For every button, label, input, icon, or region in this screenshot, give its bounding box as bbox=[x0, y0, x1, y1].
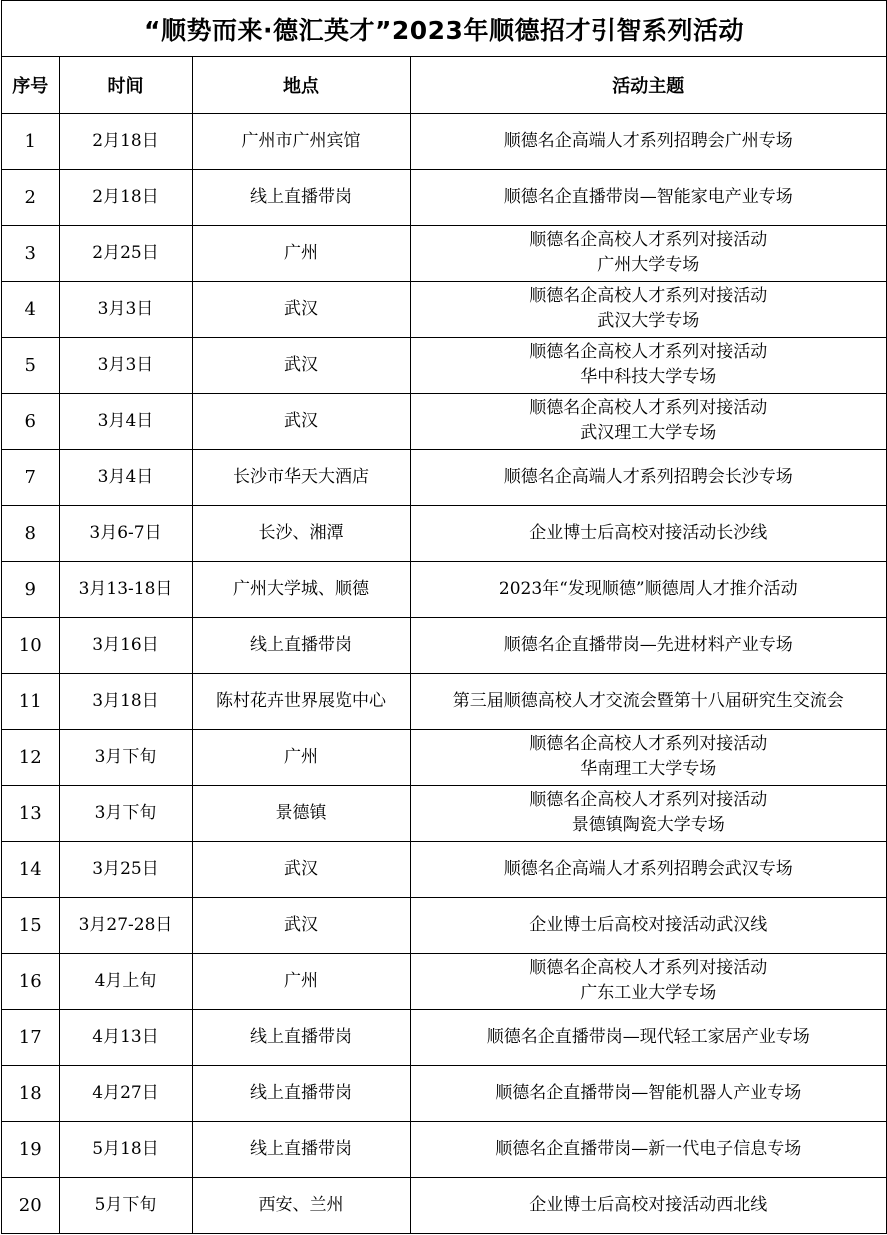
cell-theme bbox=[410, 281, 886, 337]
cell-place: 广州市广州宾馆 bbox=[192, 113, 410, 169]
table-row bbox=[2, 1177, 886, 1233]
cell-time: 3月16日 bbox=[59, 617, 192, 673]
theme-line: 企业博士后高校对接活动武汉线 bbox=[529, 914, 768, 935]
cell-theme bbox=[410, 1065, 886, 1121]
cell-index: 18 bbox=[2, 1065, 59, 1121]
table-row bbox=[2, 169, 886, 225]
cell-theme bbox=[410, 449, 886, 505]
cell-theme bbox=[410, 673, 886, 729]
theme-line: 顺德名企直播带岗—智能机器人产业专场 bbox=[495, 1082, 802, 1103]
cell-index: 1 bbox=[2, 113, 59, 169]
table-row bbox=[2, 673, 886, 729]
table-header-row bbox=[2, 57, 886, 113]
theme-line: 顺德名企高校人才系列对接活动 bbox=[529, 286, 768, 306]
theme-line: 顺德名企直播带岗—智能家电产业专场 bbox=[503, 186, 793, 207]
cell-theme bbox=[410, 337, 886, 393]
cell-index: 8 bbox=[2, 505, 59, 561]
cell-theme bbox=[410, 617, 886, 673]
cell-place: 广州 bbox=[192, 729, 410, 785]
cell-time: 3月18日 bbox=[59, 673, 192, 729]
cell-theme bbox=[410, 113, 886, 169]
event-schedule-sheet bbox=[1, 0, 887, 1234]
table-row bbox=[2, 561, 886, 617]
theme-line: 第三届顺德高校人才交流会暨第十八届研究生交流会 bbox=[452, 690, 844, 711]
theme-line: 武汉理工大学专场 bbox=[580, 423, 717, 443]
theme-line: 景德镇陶瓷大学专场 bbox=[571, 815, 725, 835]
cell-theme bbox=[410, 785, 886, 841]
table-row bbox=[2, 729, 886, 785]
theme-line: 武汉大学专场 bbox=[597, 311, 700, 331]
cell-index: 14 bbox=[2, 841, 59, 897]
cell-time: 3月4日 bbox=[59, 449, 192, 505]
cell-place: 长沙市华天大酒店 bbox=[192, 449, 410, 505]
cell-place: 西安、兰州 bbox=[192, 1177, 410, 1233]
table-row bbox=[2, 785, 886, 841]
cell-time: 4月13日 bbox=[59, 1009, 192, 1065]
table-row bbox=[2, 841, 886, 897]
cell-index: 6 bbox=[2, 393, 59, 449]
cell-time: 3月6-7日 bbox=[59, 505, 192, 561]
theme-line: 顺德名企高端人才系列招聘会广州专场 bbox=[503, 130, 793, 151]
event-table bbox=[2, 57, 886, 1234]
cell-time: 3月27-28日 bbox=[59, 897, 192, 953]
cell-time: 3月下旬 bbox=[59, 785, 192, 841]
cell-place: 线上直播带岗 bbox=[192, 169, 410, 225]
table-body bbox=[2, 113, 886, 1233]
cell-index: 10 bbox=[2, 617, 59, 673]
cell-index: 15 bbox=[2, 897, 59, 953]
cell-time: 4月27日 bbox=[59, 1065, 192, 1121]
theme-line: 广州大学专场 bbox=[597, 255, 700, 275]
cell-index: 13 bbox=[2, 785, 59, 841]
cell-index: 11 bbox=[2, 673, 59, 729]
cell-index: 9 bbox=[2, 561, 59, 617]
cell-place: 线上直播带岗 bbox=[192, 1009, 410, 1065]
theme-line: 顺德名企高端人才系列招聘会武汉专场 bbox=[503, 858, 793, 879]
cell-time: 3月3日 bbox=[59, 281, 192, 337]
table-row bbox=[2, 617, 886, 673]
cell-index: 5 bbox=[2, 337, 59, 393]
cell-theme bbox=[410, 1121, 886, 1177]
cell-place: 武汉 bbox=[192, 337, 410, 393]
header-place: 地点 bbox=[192, 57, 410, 113]
table-row bbox=[2, 897, 886, 953]
cell-index: 20 bbox=[2, 1177, 59, 1233]
cell-place: 武汉 bbox=[192, 393, 410, 449]
header-theme: 活动主题 bbox=[410, 57, 886, 113]
cell-time: 3月3日 bbox=[59, 337, 192, 393]
theme-line: 顺德名企直播带岗—新一代电子信息专场 bbox=[495, 1138, 802, 1159]
cell-theme bbox=[410, 169, 886, 225]
cell-index: 12 bbox=[2, 729, 59, 785]
theme-line: 企业博士后高校对接活动西北线 bbox=[529, 1194, 768, 1215]
cell-theme bbox=[410, 225, 886, 281]
theme-line: 顺德名企高校人才系列对接活动 bbox=[529, 398, 768, 418]
cell-place: 武汉 bbox=[192, 841, 410, 897]
table-row bbox=[2, 393, 886, 449]
theme-line: 顺德名企高校人才系列对接活动 bbox=[529, 230, 768, 250]
cell-time: 2月25日 bbox=[59, 225, 192, 281]
theme-line: 企业博士后高校对接活动长沙线 bbox=[529, 522, 768, 543]
cell-time: 2月18日 bbox=[59, 169, 192, 225]
theme-line: 华中科技大学专场 bbox=[580, 367, 717, 387]
cell-theme bbox=[410, 1177, 886, 1233]
cell-theme bbox=[410, 393, 886, 449]
cell-index: 19 bbox=[2, 1121, 59, 1177]
cell-time: 5月18日 bbox=[59, 1121, 192, 1177]
table-row bbox=[2, 953, 886, 1009]
cell-place: 线上直播带岗 bbox=[192, 1065, 410, 1121]
cell-index: 4 bbox=[2, 281, 59, 337]
cell-place: 广州 bbox=[192, 225, 410, 281]
cell-time: 3月25日 bbox=[59, 841, 192, 897]
table-row bbox=[2, 449, 886, 505]
table-row bbox=[2, 1121, 886, 1177]
cell-time: 3月下旬 bbox=[59, 729, 192, 785]
page-title: “顺势而来·德汇英才”2023年顺德招才引智系列活动 bbox=[2, 1, 886, 57]
cell-place: 陈村花卉世界展览中心 bbox=[192, 673, 410, 729]
cell-time: 3月13-18日 bbox=[59, 561, 192, 617]
theme-line: 华南理工大学专场 bbox=[580, 759, 717, 779]
cell-theme bbox=[410, 1009, 886, 1065]
table-row bbox=[2, 1009, 886, 1065]
cell-place: 线上直播带岗 bbox=[192, 617, 410, 673]
table-row bbox=[2, 337, 886, 393]
cell-place: 武汉 bbox=[192, 281, 410, 337]
cell-place: 广州 bbox=[192, 953, 410, 1009]
cell-index: 3 bbox=[2, 225, 59, 281]
header-time: 时间 bbox=[59, 57, 192, 113]
theme-line: 广东工业大学专场 bbox=[580, 983, 717, 1003]
theme-line: 顺德名企高端人才系列招聘会长沙专场 bbox=[503, 466, 793, 487]
theme-line: 顺德名企高校人才系列对接活动 bbox=[529, 958, 768, 978]
cell-place: 广州大学城、顺德 bbox=[192, 561, 410, 617]
cell-theme bbox=[410, 953, 886, 1009]
cell-theme bbox=[410, 561, 886, 617]
header-index: 序号 bbox=[2, 57, 59, 113]
cell-theme bbox=[410, 729, 886, 785]
theme-line: 顺德名企高校人才系列对接活动 bbox=[529, 342, 768, 362]
cell-index: 2 bbox=[2, 169, 59, 225]
theme-line: 顺德名企直播带岗—先进材料产业专场 bbox=[503, 634, 793, 655]
cell-index: 7 bbox=[2, 449, 59, 505]
table-row bbox=[2, 225, 886, 281]
table-row bbox=[2, 113, 886, 169]
cell-theme bbox=[410, 897, 886, 953]
cell-place: 武汉 bbox=[192, 897, 410, 953]
cell-time: 5月下旬 bbox=[59, 1177, 192, 1233]
table-row bbox=[2, 505, 886, 561]
cell-place: 长沙、湘潭 bbox=[192, 505, 410, 561]
cell-index: 16 bbox=[2, 953, 59, 1009]
table-row bbox=[2, 1065, 886, 1121]
cell-time: 4月上旬 bbox=[59, 953, 192, 1009]
theme-line: 顺德名企直播带岗—现代轻工家居产业专场 bbox=[486, 1026, 810, 1047]
cell-theme bbox=[410, 505, 886, 561]
theme-line: 顺德名企高校人才系列对接活动 bbox=[529, 790, 768, 810]
cell-index: 17 bbox=[2, 1009, 59, 1065]
cell-theme bbox=[410, 841, 886, 897]
cell-time: 2月18日 bbox=[59, 113, 192, 169]
theme-line: 2023年“发现顺德”顺德周人才推介活动 bbox=[498, 578, 798, 599]
table-row bbox=[2, 281, 886, 337]
cell-place: 景德镇 bbox=[192, 785, 410, 841]
cell-time: 3月4日 bbox=[59, 393, 192, 449]
theme-line: 顺德名企高校人才系列对接活动 bbox=[529, 734, 768, 754]
cell-place: 线上直播带岗 bbox=[192, 1121, 410, 1177]
